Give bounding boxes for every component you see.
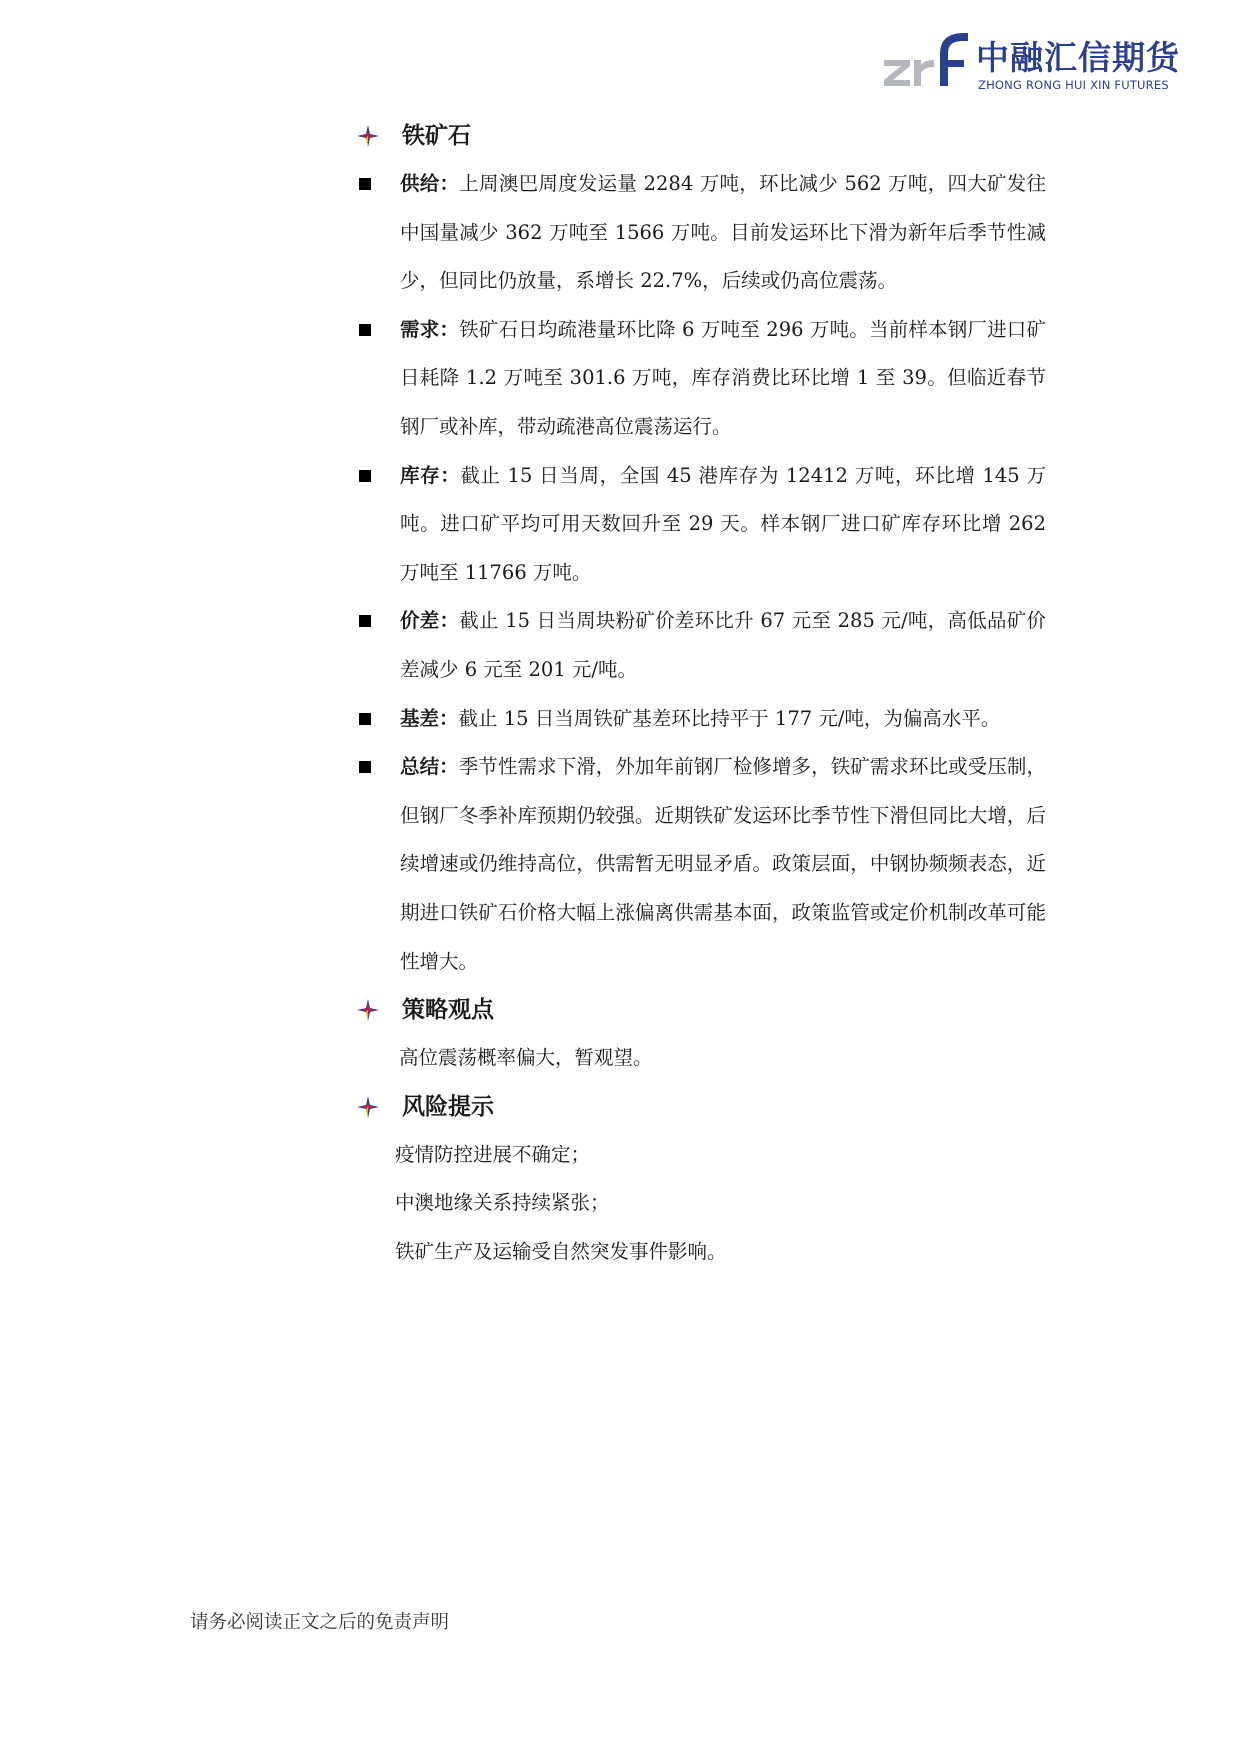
strategy-text: 高位震荡概率偏大，暂观望。 bbox=[399, 1046, 653, 1070]
bullet-text: 铁矿石日均疏港量环比降 6 万吨至 296 万吨。当前样本钢厂进口矿日耗降 1.2 万吨至 301.6 万吨，库存消费比环比增 1 至 39。但临近春节钢厂或补库，带动疏港高位震荡运行。 bbox=[400, 317, 1046, 438]
section-header-iron-ore bbox=[356, 112, 1046, 160]
section-title: 策略观点 bbox=[402, 997, 494, 1024]
four-point-star-icon bbox=[356, 1095, 380, 1119]
footer-disclaimer: 请务必阅读正文之后的免责声明 bbox=[190, 1612, 450, 1633]
bullet-label: 库存： bbox=[400, 463, 461, 487]
risk-item: 中澳地缘关系持续紧张； bbox=[395, 1191, 610, 1215]
bullet-text: 上周澳巴周度发运量 2284 万吨，环比减少 562 万吨，四大矿发往中国量减少 362 万吨至 1566 万吨。目前发运环比下滑为新年后季节性减少，但同比仍放量，系增长 22.7%，后续或仍高位震荡。 bbox=[400, 172, 1046, 293]
bullet-basis bbox=[356, 695, 1046, 744]
section-header-strategy bbox=[356, 986, 1046, 1034]
section-header-risk bbox=[356, 1083, 1046, 1131]
bullet-text: 截止 15 日当周块粉矿价差环比升 67 元至 285 元/吨，高低品矿价差减少 6 元至 201 元/吨。 bbox=[400, 609, 1046, 681]
bullet-text: 截止 15 日当周，全国 45 港库存为 12412 万吨，环比增 145 万吨。进口矿平均可用天数回升至 29 天。样本钢厂进口矿库存环比增 262 万吨至 11766 万吨。 bbox=[400, 463, 1046, 584]
company-name-en: ZHONG RONG HUI XIN FUTURES bbox=[978, 78, 1169, 92]
company-logo bbox=[880, 30, 1180, 96]
report-body bbox=[356, 112, 1046, 1276]
square-bullet-icon bbox=[359, 761, 371, 773]
bullet-label: 总结： bbox=[400, 755, 459, 779]
square-bullet-icon bbox=[359, 178, 371, 190]
bullet-text: 截止 15 日当周铁矿基差环比持平于 177 元/吨，为偏高水平。 bbox=[458, 706, 1001, 730]
bullet-demand bbox=[356, 306, 1046, 452]
zrf-logo-mark bbox=[880, 30, 972, 92]
risk-item: 疫情防控进展不确定； bbox=[395, 1142, 591, 1166]
square-bullet-icon bbox=[359, 615, 371, 627]
bullet-text: 季节性需求下滑，外加年前钢厂检修增多，铁矿需求环比或受压制，但钢厂冬季补库预期仍较强。近期铁矿发运环比季节性下滑但同比大增，后续增速或仍维持高位，供需暂无明显矛盾。政策层面，中钢协频频表态，近期进口铁矿石价格大幅上涨偏离供需基本面，政策监管或定价机制改革可能性增大。 bbox=[400, 755, 1046, 973]
square-bullet-icon bbox=[359, 324, 371, 336]
bullet-price-spread bbox=[356, 597, 1046, 694]
section-title: 铁矿石 bbox=[402, 123, 471, 149]
four-point-star-icon bbox=[356, 124, 380, 148]
bullet-summary bbox=[356, 743, 1046, 986]
square-bullet-icon bbox=[359, 713, 371, 725]
bullet-label: 供给： bbox=[400, 172, 460, 195]
bullet-supply bbox=[356, 160, 1046, 306]
bullet-label: 基差： bbox=[400, 706, 459, 730]
bullet-label: 价差： bbox=[400, 609, 460, 633]
four-point-star-icon bbox=[356, 998, 380, 1022]
company-name-cn: 中融汇信期货 bbox=[976, 38, 1180, 77]
bullet-label: 需求： bbox=[400, 317, 460, 341]
bullet-inventory bbox=[356, 452, 1046, 598]
square-bullet-icon bbox=[359, 470, 371, 482]
risk-item: 铁矿生产及运输受自然突发事件影响。 bbox=[395, 1239, 727, 1263]
section-title: 风险提示 bbox=[402, 1093, 494, 1120]
